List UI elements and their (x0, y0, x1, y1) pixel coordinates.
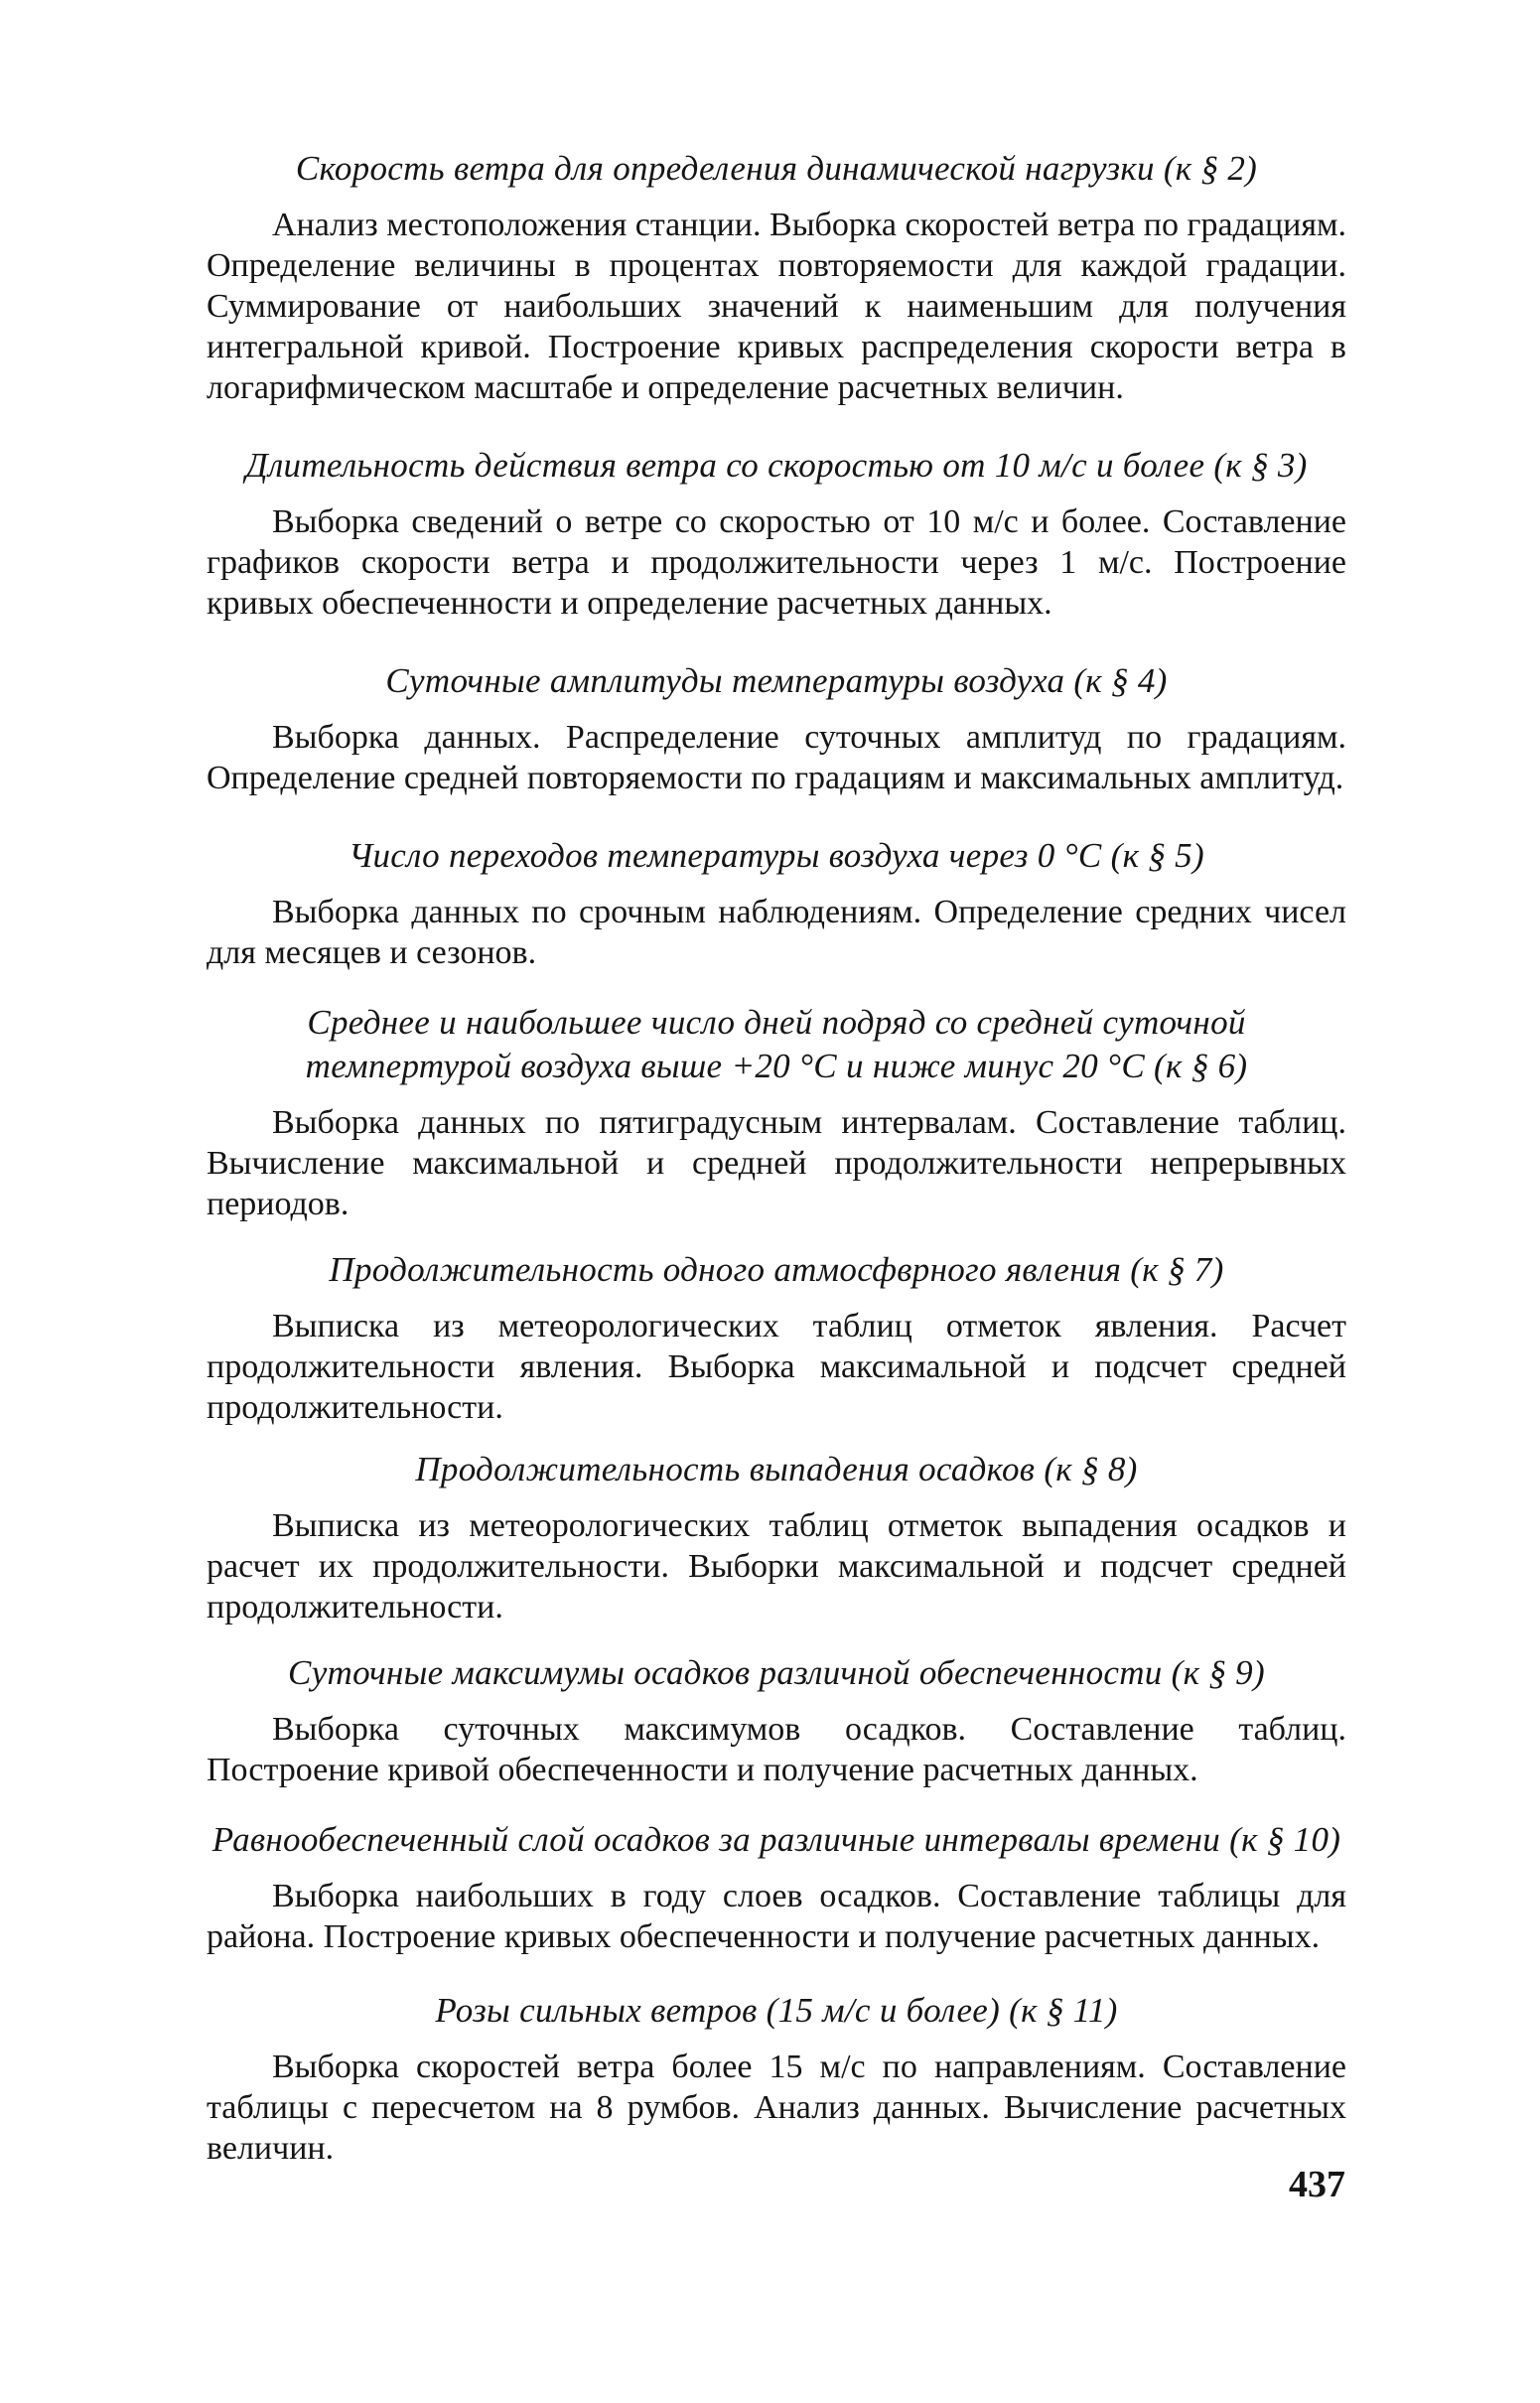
section-body: Выборка наибольших в году слоев осадков. Составление таблицы для района. Построение кривых обеспеченности и получение расчетных данных. (207, 1878, 1346, 1955)
section-heading: Продолжительность выпадения осадков (к § 8) (415, 1450, 1138, 1488)
section-body: Выборка данных по пятиградусным интервалам. Составление таблиц. Вычисление максимальной и средней продолжительности непрерывных периодов. (207, 1104, 1346, 1222)
section-heading: Среднее и наибольшее число дней подряд со средней суточной темпертурой воздуха выше +20 °C и ниже минус 20 °C (к § 6) (305, 1003, 1248, 1085)
section-body: Выборка суточных максимумов осадков. Составление таблиц. Построение кривой обеспеченности и получение расчетных данных. (207, 1711, 1346, 1788)
section-body: Выборка сведений о ветре со скоростью от 10 м/с и более. Составление графиков скорости ветра и продолжительности через 1 м/с. Построение кривых обеспеченности и определение расчетных данных. (207, 503, 1346, 622)
section-heading: Суточные амплитуды температуры воздуха (к § 4) (385, 661, 1168, 700)
section-strong-wind-roses (207, 1989, 1346, 2169)
section-heading: Число переходов температуры воздуха через 0 °C (к § 5) (349, 836, 1204, 875)
section-wind-duration (207, 444, 1346, 624)
section-daily-precipitation-maxima (207, 1651, 1346, 1790)
section-body: Выборка данных по срочным наблюдениям. Определение средних чисел для месяцев и сезонов. (207, 894, 1346, 971)
section-wind-speed-dynamic-load (207, 147, 1346, 408)
section-body: Анализ местоположения станции. Выборка скоростей ветра по градациям. Определение величины в процентах повторяемости для каждой градации. Суммирование от наибольших значений к наименьшим для получения интегральной кривой. Построение кривых распределения скорости ветра в логарифмическом масштабе и определение расчетных величин. (207, 207, 1346, 406)
section-body: Выборка данных. Распределение суточных амплитуд по градациям. Определение средней повторяемости по градациям и максимальных амплитуд. (207, 719, 1346, 796)
section-precipitation-duration (207, 1448, 1346, 1627)
section-zero-crossings (207, 834, 1346, 973)
section-daily-temperature-amplitudes (207, 659, 1346, 798)
section-precipitation-layer (207, 1818, 1346, 1957)
section-phenomenon-duration (207, 1248, 1346, 1428)
text-column (207, 147, 1346, 2208)
section-body: Выписка из метеорологических таблиц отметок явления. Расчет продолжительности явления. Выборка максимальной и подсчет средней продолжительности. (207, 1308, 1346, 1426)
section-heading: Розы сильных ветров (15 м/с и более) (к § 11) (435, 1991, 1118, 2030)
section-body: Выписка из метеорологических таблиц отметок выпадения осадков и расчет их продолжительности. Выборки максимальной и подсчет средней продолжительности. (207, 1507, 1346, 1626)
section-heading: Суточные максимумы осадков различной обеспеченности (к § 9) (288, 1653, 1265, 1692)
section-body: Выборка скоростей ветра более 15 м/с по направлениям. Составление таблицы с пересчетом на 8 румбов. Анализ данных. Вычисление расчетных величин. (207, 2049, 1346, 2167)
section-consecutive-days (207, 1001, 1346, 1224)
section-heading: Равнообеспеченный слой осадков за различные интервалы времени (к § 10) (211, 1820, 1341, 1859)
page-number: 437 (1289, 2164, 1345, 2205)
section-heading: Скорость ветра для определения динамической нагрузки (к § 2) (295, 149, 1258, 188)
section-heading: Длительность действия ветра со скоростью от 10 м/с и более (к § 3) (245, 446, 1308, 485)
section-heading: Продолжительность одного атмосфврного явления (к § 7) (329, 1250, 1224, 1289)
